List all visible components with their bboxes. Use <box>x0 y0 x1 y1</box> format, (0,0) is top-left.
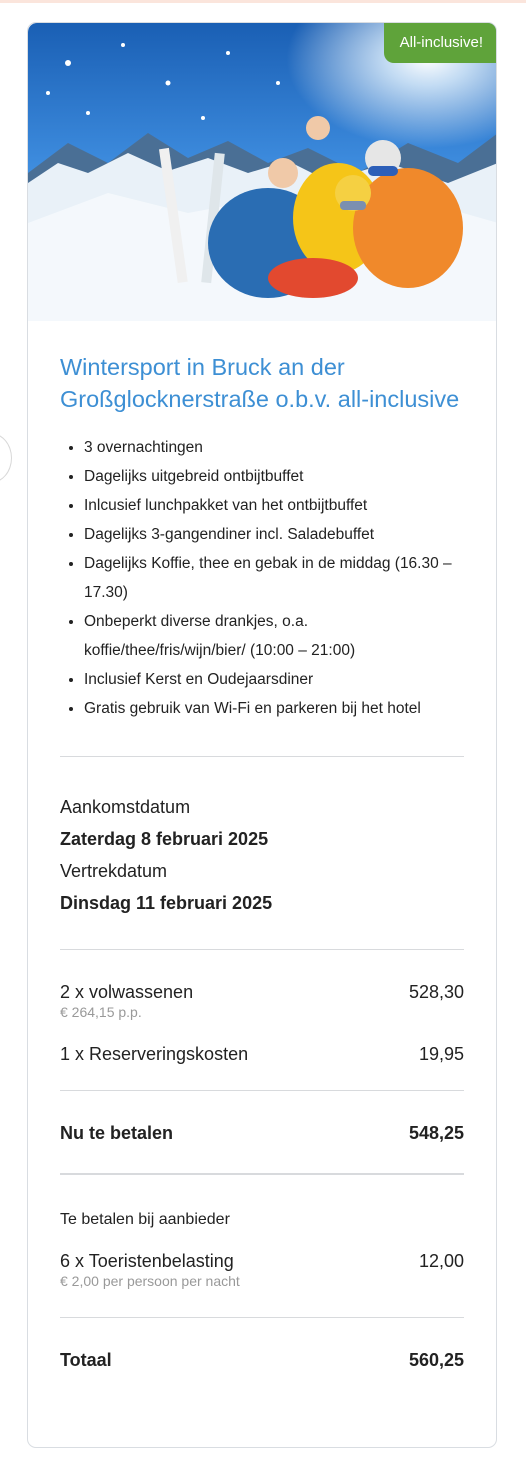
feature-item: • Dagelijks uitgebreid ontbijtbuffet <box>84 462 464 491</box>
arrival-date: Zaterdag 8 februari 2025 <box>60 829 269 849</box>
departure-label: Vertrekdatum <box>60 861 168 881</box>
pay-now-amount: 548,25 <box>408 1123 464 1143</box>
top-accent-line <box>0 0 526 3</box>
departure-date: Dinsdag 11 februari 2025 <box>60 893 273 913</box>
feature-item: • Dagelijks 3-gangendiner incl. Saladebuffet <box>84 520 464 549</box>
tourist-tax-row <box>60 1249 464 1289</box>
feature-item: • 3 overnachtingen <box>84 433 464 462</box>
price-line-reservation <box>60 1042 464 1066</box>
feature-item: • Inclusief Kerst en Oudejaarsdiner <box>84 665 464 694</box>
feature-item: • Gratis gebruik van Wi-Fi en parkeren bij het hotel <box>84 694 464 723</box>
feature-list <box>60 433 464 723</box>
feature-item: • Inlcusief lunchpakket van het ontbijtbuffet <box>84 491 464 520</box>
travel-dates <box>60 757 464 949</box>
total-label: Totaal <box>60 1350 112 1370</box>
all-inclusive-badge: All-inclusive! <box>384 23 497 63</box>
provider-heading: Te betalen bij aanbieder <box>60 1211 230 1228</box>
offer-title[interactable]: Wintersport in Bruck an der Großglocknerstraße o.b.v. all-inclusive <box>60 354 460 412</box>
arrival-label: Aankomstdatum <box>60 797 191 817</box>
booking-summary-card <box>27 22 497 1448</box>
feature-item: • Dagelijks Koffie, thee en gebak in de middag (16.30 – 17.30) <box>84 549 464 607</box>
line-amount: 12,00 <box>418 1251 464 1271</box>
line-subtext: € 264,15 p.p. <box>60 1004 142 1020</box>
pay-now-label: Nu te betalen <box>60 1123 174 1143</box>
line-amount: 528,30 <box>408 982 464 1002</box>
line-subtext: € 2,00 per persoon per nacht <box>60 1273 240 1289</box>
price-line-adults <box>60 980 464 1020</box>
feature-item: • Onbeperkt diverse drankjes, o.a. koffie/thee/fris/wijn/bier/ (10:00 – 21:00) <box>84 607 464 665</box>
line-name: 1 x Reserveringskosten <box>60 1044 249 1064</box>
line-name: 2 x volwassenen <box>60 982 194 1002</box>
ski-family-photo <box>28 23 497 321</box>
pay-now-row <box>60 1091 464 1173</box>
provider-payments <box>60 1175 464 1317</box>
line-amount: 19,95 <box>418 1044 464 1064</box>
total-amount: 560,25 <box>408 1350 464 1370</box>
hero-image <box>28 23 497 321</box>
carousel-nav-button[interactable] <box>0 433 12 483</box>
total-row <box>60 1318 464 1372</box>
line-name: 6 x Toeristenbelasting <box>60 1251 234 1271</box>
price-lines <box>60 950 464 1090</box>
